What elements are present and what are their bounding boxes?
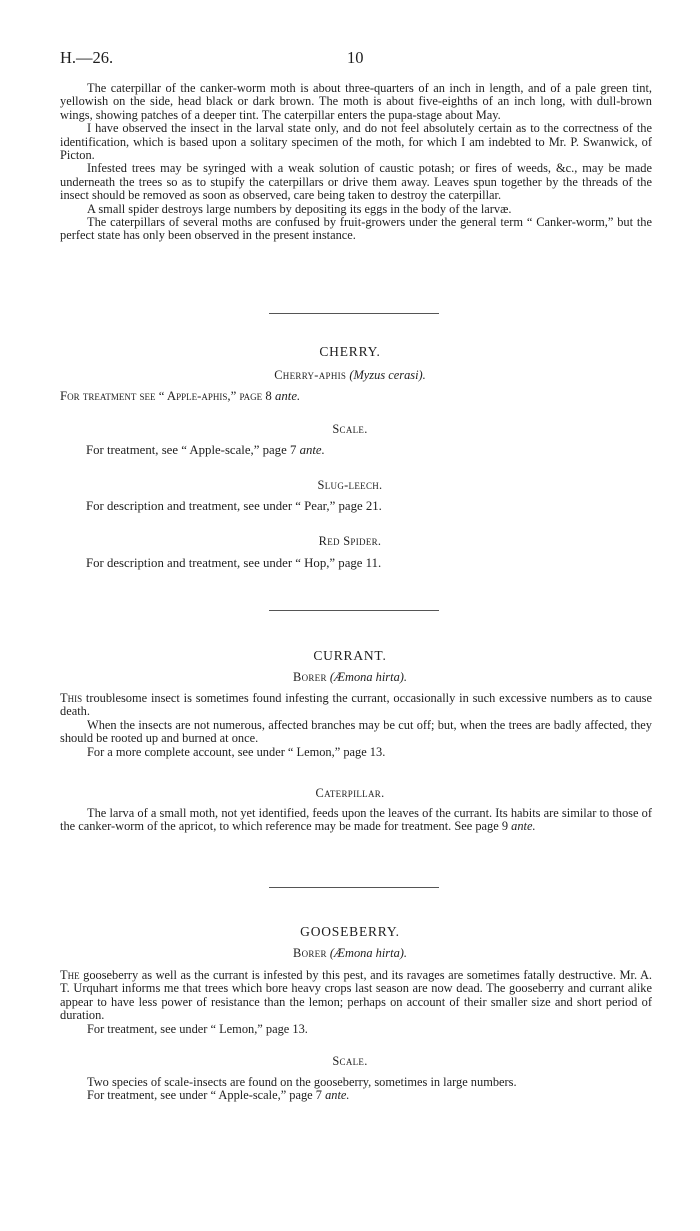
page-number: 10 [347,48,364,67]
pest-name: Scale. [332,1054,368,1068]
subsection-cherry-red-spider [0,534,700,549]
subsection-gooseberry-scale [0,1054,700,1069]
currant-borer-text [60,692,652,759]
paragraph-text: gooseberry as well as the currant is infested by this pest, and its ravages are sometimes fatally destructive. Mr. A. T. Urquhart informs me that trees which bore heavy crops last season are now dead. The gooseberry and currant alike appear to have less power of resistance than the lemon; perhaps on account of their smaller size and short period of duration. [60,968,652,1023]
lead-word: This [60,691,83,705]
paragraph [60,807,652,834]
lead-word: The [60,968,80,982]
paragraph: The caterpillars of several moths are confused by fruit-growers under the general term “ Canker-worm,” but the perfect state has only been observed in the present instance. [60,215,652,243]
section-divider [269,610,439,611]
subsection-currant-borer [0,670,700,685]
treatment-text [86,443,325,458]
paragraph [60,1089,652,1102]
pest-name: Scale. [332,422,368,436]
paragraph: For treatment, see under “ Lemon,” page 13. [87,1021,308,1036]
section-divider [269,313,439,314]
pest-name: Red Spider. [318,534,382,548]
ante-note: ante. [274,389,301,403]
latin-name: (Myzus cerasi). [349,368,426,382]
subsection-gooseberry-borer [0,946,700,961]
gooseberry-borer-text [60,969,652,1036]
subsection-cherry-scale [0,422,700,437]
pest-name: Borer [293,946,327,960]
paragraph: When the insects are not numerous, affected branches may be cut off; but, when the trees are badly affected, they should be rooted up and burned at once. [60,717,652,746]
treatment-text: For description and treatment, see under “ Hop,” page 11. [86,556,382,570]
pest-name: Borer [293,670,327,684]
pest-name: Caterpillar. [315,786,385,800]
paragraph [60,969,652,1023]
paragraph-text: The larva of a small moth, not yet identified, feeds upon the leaves of the currant. Its habits are similar to those of the canker-worm of the apricot, to which reference may be made for treatment. See page 9 [60,806,652,834]
currant-caterpillar-text [60,807,652,834]
subsection-cherry-slug-leech [0,478,700,493]
ante-note: ante. [299,443,325,457]
paragraph-text: For treatment, see under “ Apple-scale,” page 7 [87,1088,322,1103]
paragraph: Infested trees may be syringed with a weak solution of caustic potash; or fires of weeds, &c., may be made underneath the trees so as to stupify the caterpillars or drive them away. Leaves spun together by the threads of the insect should be removed as soon as observed, care being taken to destroy the caterpillar. [60,161,652,203]
subsection-cherry-aphis [0,368,700,383]
canker-worm-section [60,82,652,243]
latin-name: (Æmona hirta). [329,670,407,684]
pest-name: Slug-leech. [317,478,383,492]
section-title-cherry: CHERRY. [319,344,381,359]
treatment-reference: For treatment, see “ Apple-scale,” page 7 [86,443,297,457]
paragraph-text: troublesome insect is sometimes found infesting the currant, occasionally in such excessive numbers as to cause death. [60,691,652,719]
treatment-text: For description and treatment, see under “ Pear,” page 21. [86,499,382,513]
paragraph: I have observed the insect in the larval state only, and do not feel absolutely certain as to the correctness of the identification, which is based upon a solitary specimen of the moth, for which I am indebted to Mr. P. Swanwick, of Picton. [60,121,652,163]
paragraph: For a more complete account, see under “ Lemon,” page 13. [87,744,386,759]
ante-note: ante. [511,819,536,834]
gooseberry-scale-text [60,1076,652,1103]
subsection-currant-caterpillar [0,786,700,801]
page-header [60,48,652,70]
ante-note: ante. [325,1088,350,1103]
document-reference: H.—26. [60,48,114,67]
paragraph: The caterpillar of the canker-worm moth is about three-quarters of an inch in length, and of a pale green tint, yellowish on the side, head black or dark brown. The moth is about five-eighths of an inch long, with dull-brown wings, showing patches of a deeper tint. The caterpillar enters the pupa-stage about May. [60,81,652,122]
paragraph: Two species of scale-insects are found on the gooseberry, sometimes in large numbers. [87,1075,517,1089]
latin-name: (Æmona hirta). [329,946,407,960]
section-title-gooseberry: GOOSEBERRY. [300,924,400,939]
section-title-currant: CURRANT. [313,648,387,663]
pest-name: Cherry-aphis [274,368,347,382]
section-divider [269,887,439,888]
paragraph [60,692,652,719]
paragraph: A small spider destroys large numbers by depositing its eggs in the body of the larvæ. [87,201,512,216]
treatment-reference: For treatment see “ Apple-aphis,” page 8 [60,389,272,403]
treatment-text [60,389,300,404]
